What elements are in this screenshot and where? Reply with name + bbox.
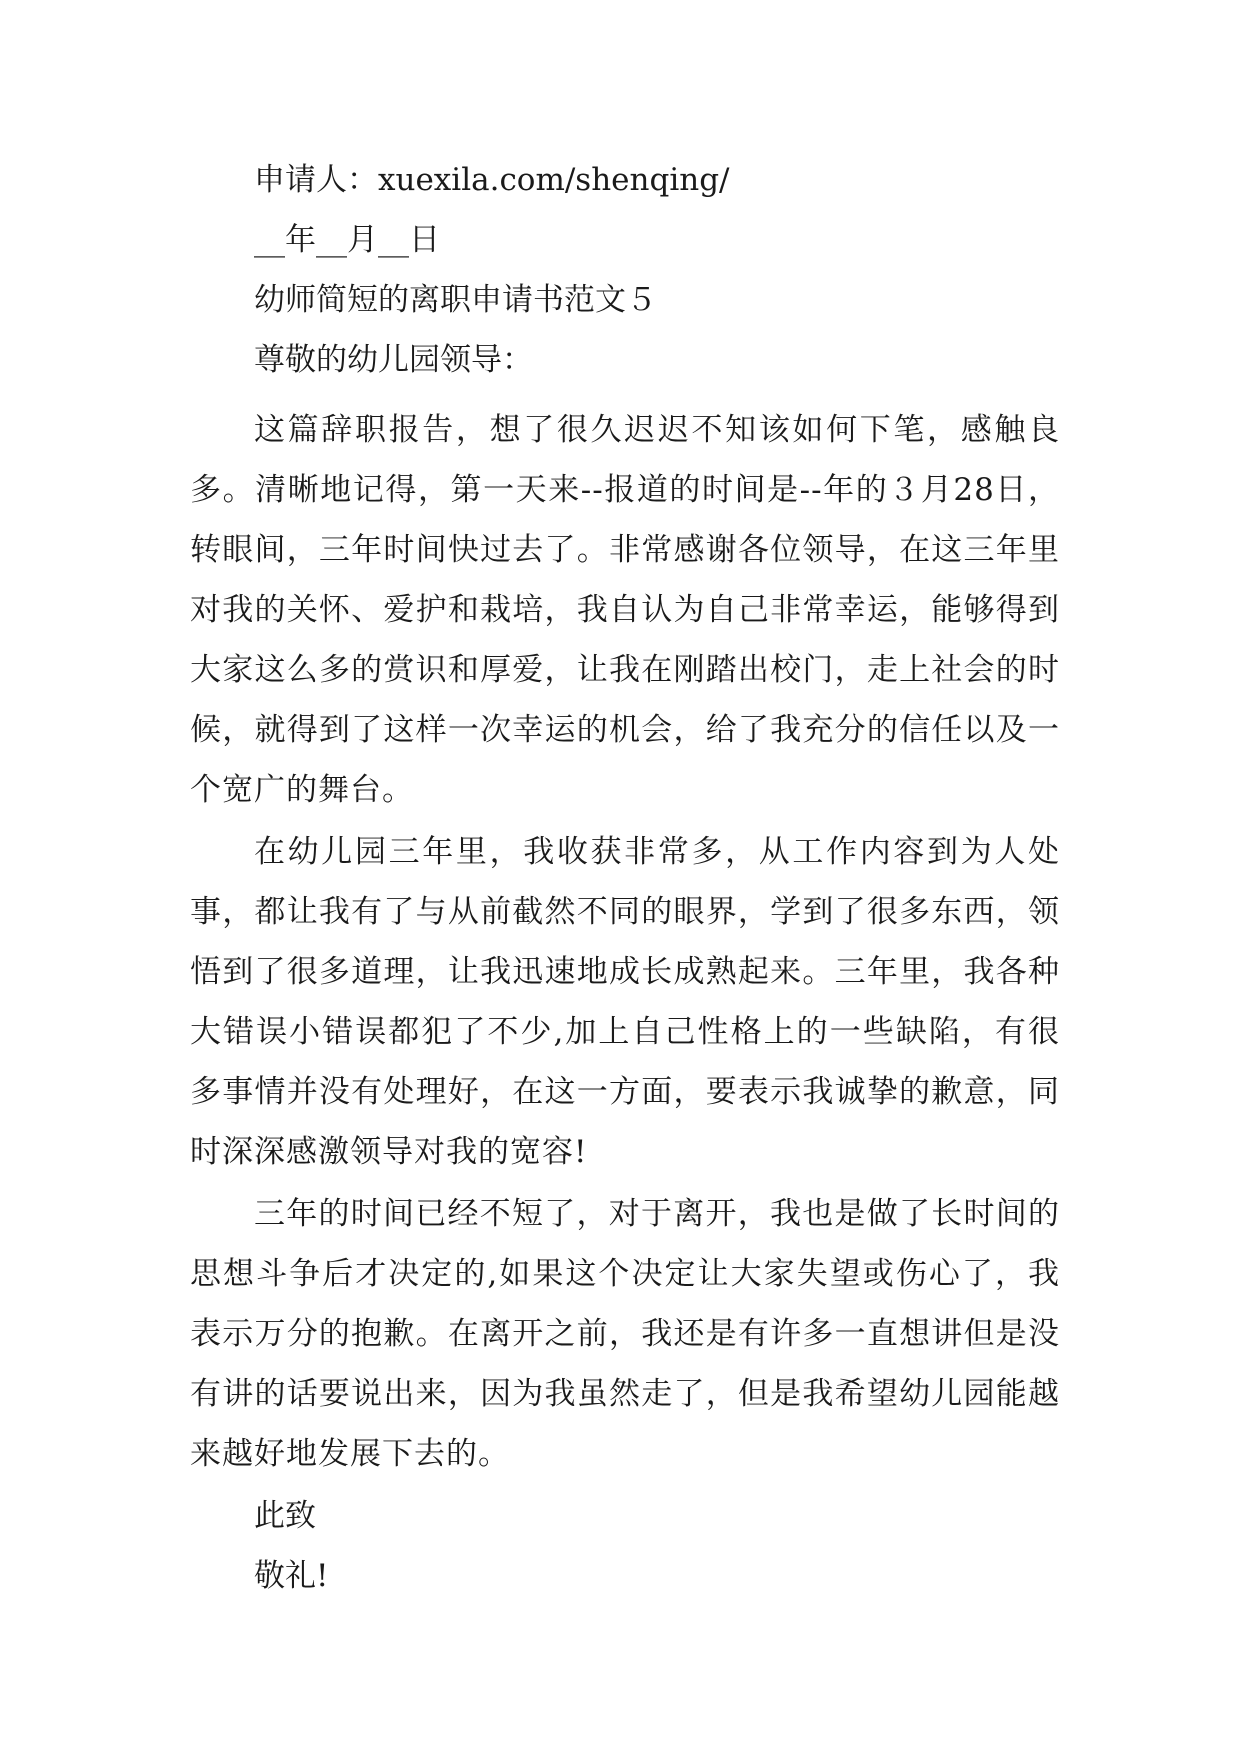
salutation: 尊敬的幼儿园领导： (254, 342, 533, 378)
body-paragraph-3: 三年的时间已经不短了，对于离开，我也是做了长时间的思想斗争后才决定的,如果这个决定让大家失望或伤心了，我表示万分的抱歉。在离开之前，我还是有许多一直想讲但是没有讲的话要说出来，因为我虽然走了，但是我希望幼儿园能越来越好地发展下去的。 (190, 1196, 1060, 1472)
date-line: __年__月__日 (254, 222, 440, 258)
body-paragraph-2: 在幼儿园三年里，我收获非常多，从工作内容到为人处事，都让我有了与从前截然不同的眼界，学到了很多东西，领悟到了很多道理，让我迅速地成长成熟起来。三年里，我各种大错误小错误都犯了不少,加上自己性格上的一些缺陷，有很多事情并没有处理好，在这一方面，要表示我诚挚的歉意，同时深深感激领导对我的宽容! (190, 834, 1060, 1170)
closing-salute: 敬礼! (254, 1558, 329, 1594)
applicant-line: 申请人：xuexila.com/shenqing/ (254, 162, 730, 198)
document-page (190, 160, 1060, 1616)
document-title: 幼师简短的离职申请书范文５ (254, 282, 657, 318)
closing-regards: 此致 (254, 1498, 316, 1534)
body-paragraph-1: 这篇辞职报告，想了很久迟迟不知该如何下笔，感触良多。清晰地记得，第一天来--报道的时间是--年的３月28日，转眼间，三年时间快过去了。非常感谢各位领导，在这三年里对我的关怀、爱护和栽培，我自认为自己非常幸运，能够得到大家这么多的赏识和厚爱，让我在刚踏出校门，走上社会的时候，就得到了这样一次幸运的机会，给了我充分的信任以及一个宽广的舞台。 (190, 412, 1060, 808)
